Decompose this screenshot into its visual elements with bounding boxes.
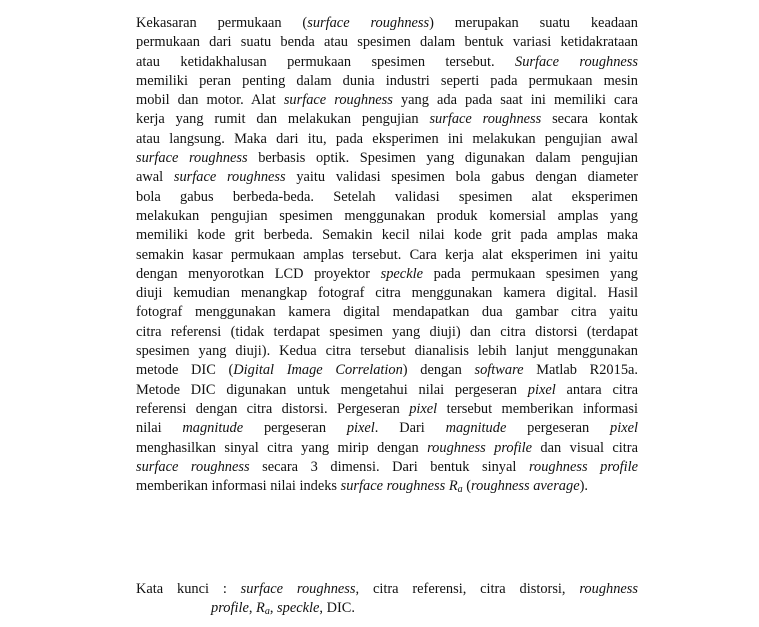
italic-term: surface roughness — [136, 150, 248, 167]
italic-term: speckle — [380, 265, 423, 282]
abstract-line: melakukan pengujian spesimen menggunakan produk komersial amplas yang — [136, 207, 638, 224]
abstract-line: metode DIC (Digital Image Correlation) dengan software Matlab R2015a. — [136, 362, 638, 379]
italic-term: pixel — [346, 420, 375, 437]
abstract-line: nilai magnitude pergeseran pixel. Dari magnitude pergeseran pixel — [136, 420, 638, 437]
italic-term: pixel — [610, 420, 638, 437]
abstract-line: semakin kasar permukaan amplas tersebut. Cara kerja alat eksperimen ini yaitu — [136, 246, 638, 263]
abstract-line: permukaan dari suatu benda atau spesimen dalam bentuk variasi ketidakrataan — [136, 34, 638, 51]
italic-term: roughness average — [471, 478, 580, 495]
abstract-line: awal surface roughness yaitu validasi spesimen bola gabus dengan diameter — [136, 169, 638, 186]
abstract-paragraph — [136, 14, 638, 496]
italic-term: magnitude — [182, 420, 244, 437]
abstract-line: atau ketidakhalusan permukaan spesimen tersebut. Surface roughness — [136, 53, 639, 70]
keywords-line-2: profile, $R_a$, speckle, DIC. — [211, 600, 355, 618]
abstract-line: diuji kemudian menangkap fotograf citra menggunakan kamera digital. Hasil — [136, 285, 638, 302]
italic-term: surface roughness R — [340, 478, 458, 495]
italic-term: magnitude — [445, 420, 507, 437]
italic-term: roughness — [579, 581, 638, 597]
italic-term: surface roughness — [136, 458, 250, 475]
italic-term: R — [256, 600, 265, 617]
abstract-line: mobil dan motor. Alat surface roughness yang ada pada saat ini memiliki cara — [136, 92, 638, 109]
abstract-line: Metode DIC digunakan untuk mengetahui nilai pergeseran pixel antara citra — [136, 381, 639, 398]
abstract-line: Kekasaran permukaan (surface roughness) merupakan suatu keadaan — [136, 15, 638, 31]
italic-term: surface roughness — [307, 15, 430, 31]
italic-term: roughness profile — [427, 439, 532, 456]
abstract-line: referensi dengan citra distorsi. Pergeseran pixel tersebut memberikan informasi — [136, 400, 638, 417]
italic-term: surface roughness — [173, 169, 286, 186]
keywords-section — [136, 580, 638, 622]
abstract-line: kerja yang rumit dan melakukan pengujian surface roughness secara kontak — [136, 111, 638, 128]
subscript: a — [264, 606, 270, 618]
abstract-line: citra referensi (tidak terdapat spesimen yang diuji) dan citra distorsi (terdapat — [136, 323, 638, 340]
italic-term: roughness profile — [528, 458, 638, 475]
abstract-line: surface roughness secara 3 dimensi. Dari bentuk sinyal roughness profile — [136, 458, 638, 475]
abstract-line: dengan menyorotkan LCD proyektor speckle pada permukaan spesimen yang — [136, 265, 638, 282]
abstract-line: fotograf menggunakan kamera digital mendapatkan dua gambar citra yaitu — [136, 304, 638, 321]
italic-term: Surface roughness — [515, 53, 639, 70]
italic-term: Digital Image Correlation — [233, 362, 403, 379]
italic-term: surface roughness — [283, 92, 393, 109]
subscript: a — [457, 484, 463, 496]
italic-term: surface roughness — [429, 111, 542, 128]
abstract-line: bola gabus berbeda-beda. Setelah validasi spesimen alat eksperimen — [136, 188, 638, 205]
italic-term: software — [474, 362, 524, 379]
abstract-line: atau langsung. Maka dari itu, pada eksperimen ini melakukan pengujian awal — [136, 130, 638, 147]
italic-term: profile — [211, 600, 249, 617]
italic-term: speckle — [277, 600, 320, 617]
italic-term: surface roughness — [240, 581, 356, 597]
italic-term: pixel — [527, 381, 556, 398]
abstract-line: memberikan informasi nilai indeks surface roughness $R_a$ (roughness average). — [136, 478, 588, 496]
keywords-line-1: Kata kunci : surface roughness, citra referensi, citra distorsi, roughness — [136, 581, 638, 597]
abstract-line: spesimen yang diuji). Kedua citra tersebut dianalisis lebih lanjut menggunakan — [136, 343, 638, 360]
italic-term: pixel — [409, 400, 438, 417]
abstract-line: surface roughness berbasis optik. Spesimen yang digunakan dalam pengujian — [136, 150, 638, 167]
abstract-line: menghasilkan sinyal citra yang mirip dengan roughness profile dan visual citra — [136, 439, 638, 456]
abstract-line: memiliki kode grit berbeda. Semakin kecil nilai kode grit pada amplas maka — [136, 227, 638, 244]
abstract-line: memiliki peran penting dalam dunia industri seperti pada permukaan mesin — [136, 72, 638, 89]
